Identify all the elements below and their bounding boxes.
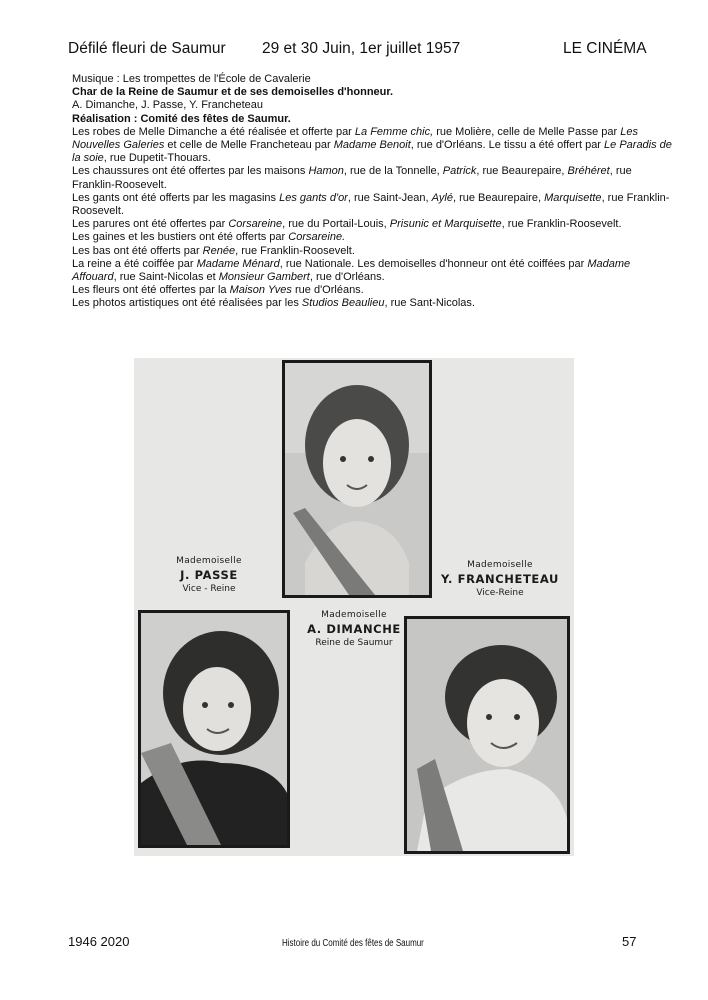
portrait-passe: [138, 610, 290, 848]
caption-francheteau: [430, 558, 570, 600]
caption-francheteau-name: Y. FRANCHETEAU: [441, 572, 559, 586]
caption-dimanche: [286, 608, 422, 650]
caption-passe-name: J. PASSE: [180, 568, 238, 582]
bas-paragraph: Les bas ont été offerts par Renée, rue Franklin-Roosevelt.: [72, 244, 355, 257]
photos-paragraph: Les photos artistiques ont été réalisées par les Studios Beaulieu, rue Sant-Nicolas.: [72, 297, 475, 310]
header-left-title: Défilé fleuri de Saumur: [68, 40, 226, 57]
photo-plate: [134, 358, 574, 856]
caption-dimanche-title: Mademoiselle: [321, 610, 387, 620]
musique-line: Musique : Les trompettes de l'École de Cavalerie: [72, 73, 311, 85]
realisation-line: Réalisation : Comité des fêtes de Saumur.: [72, 112, 291, 125]
caption-francheteau-title: Mademoiselle: [467, 560, 533, 570]
robes-paragraph: Les robes de Melle Dimanche a été réalisée et offerte par La Femme chic, rue Molière, celle de Melle Passe par Les Nouvelles Galeries et celle de Melle Francheteau par Madame Benoit, rue d'Orléans. Le tissu a été offert par Le Paradis de la soie, rue Dupetit-Thouars.: [72, 125, 672, 165]
body-text: [72, 73, 672, 311]
parures-paragraph: Les parures ont été offertes par Corsareine, rue du Portail-Louis, Prisunic et Marquisette, rue Franklin-Roosevelt.: [72, 218, 622, 231]
footer-years: 1946 2020: [68, 934, 130, 949]
caption-dimanche-name: A. DIMANCHE: [307, 622, 401, 636]
caption-francheteau-role: Vice-Reine: [476, 588, 524, 598]
fleurs-paragraph: Les fleurs ont été offertes par la Maison Yves rue d'Orléans.: [72, 284, 364, 297]
chaussures-paragraph: Les chaussures ont été offertes par les maisons Hamon, rue de la Tonnelle, Patrick, rue Beaurepaire, Bréhéret, rue Franklin-Roosevelt.: [72, 165, 632, 191]
gants-paragraph: Les gants ont été offerts par les magasins Les gants d'or, rue Saint-Jean, Aylé, rue Beaurepaire, Marquisette, rue Franklin-Roosevelt.: [72, 191, 670, 218]
names-line: A. Dimanche, J. Passe, Y. Francheteau: [72, 99, 263, 112]
caption-passe-role: Vice - Reine: [182, 584, 236, 594]
gaines-paragraph: Les gaines et les bustiers ont été offerts par Corsareine.: [72, 231, 346, 244]
portrait-francheteau: [404, 616, 570, 854]
coiffure-paragraph: La reine a été coiffée par Madame Ménard, rue Nationale. Les demoiselles d'honneur ont été coiffées par Madame Affouard, rue Saint-Nicolas et Monsieur Gambert, rue d'Orléans.: [72, 257, 631, 284]
page-number: 57: [622, 934, 637, 949]
footer-book-title: Histoire du Comité des fêtes de Saumur: [282, 938, 424, 949]
header-section: LE CINÉMA: [563, 40, 647, 57]
caption-passe-title: Mademoiselle: [176, 556, 242, 566]
header-date: 29 et 30 Juin, 1er juillet 1957: [262, 40, 461, 57]
portrait-dimanche: [282, 360, 432, 598]
caption-passe: [144, 554, 274, 596]
caption-dimanche-role: Reine de Saumur: [315, 638, 393, 648]
char-title: Char de la Reine de Saumur et de ses demoiselles d'honneur.: [72, 86, 394, 99]
